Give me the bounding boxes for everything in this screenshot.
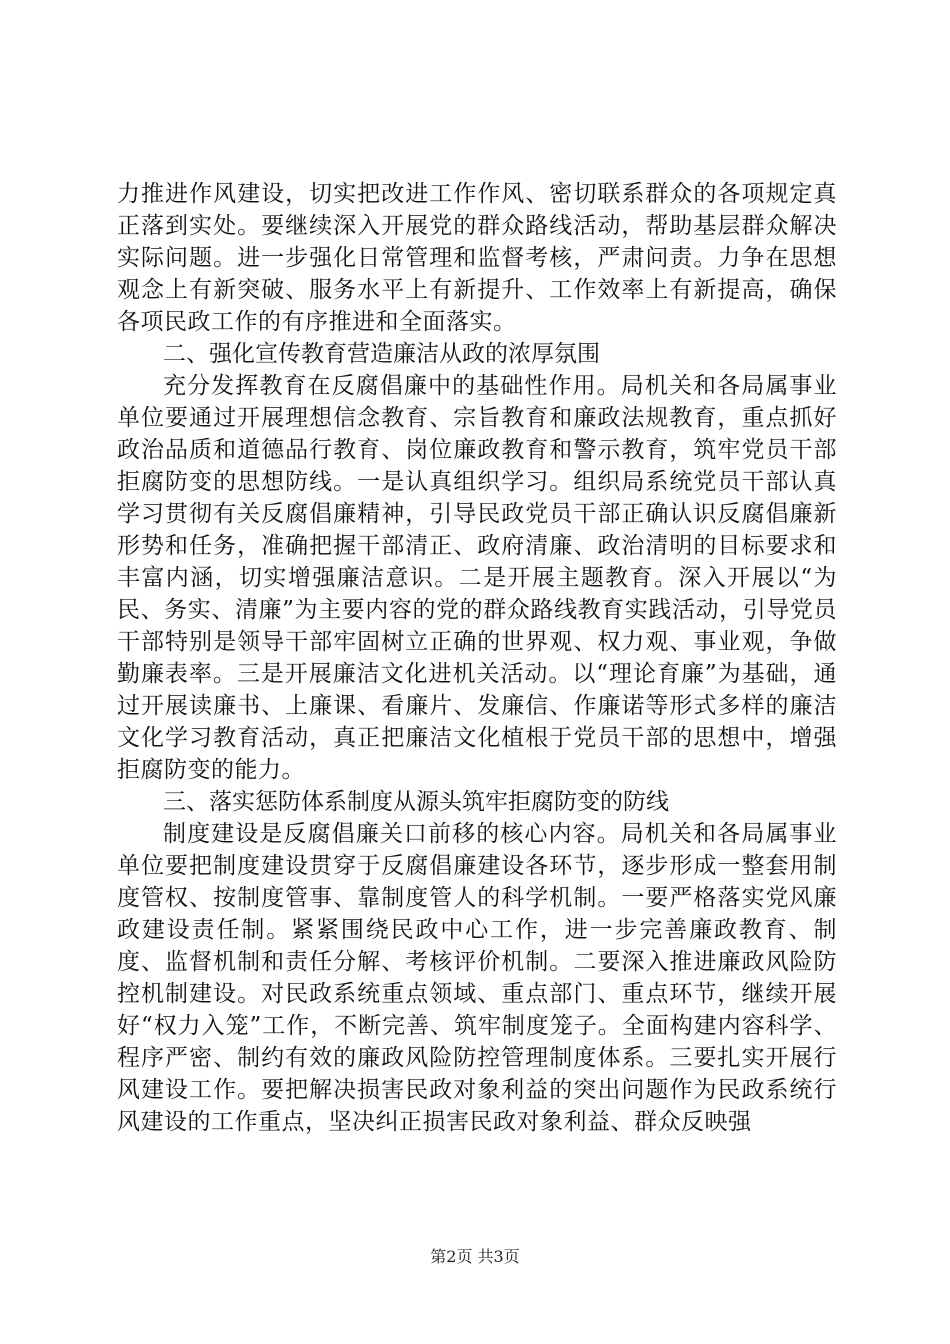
paragraph-continuation: 力推进作风建设，切实把改进工作作风、密切联系群众的各项规定真正落到实处。要继续深入开展党的群众路线活动，帮助基层群众解决实际问题。进一步强化日常管理和监督考核，严肃问责。力争在思想观念上有新突破、服务水平上有新提升、工作效率上有新提高，确保各项民政工作的有序推进和全面落实。 — [117, 181, 837, 335]
paragraph-education: 充分发挥教育在反腐倡廉中的基础性作用。局机关和各局属事业单位要通过开展理想信念教育、宗旨教育和廉政法规教育，重点抓好政治品质和道德品行教育、岗位廉政教育和警示教育，筑牢党员干部拒腐防变的思想防线。一是认真组织学习。组织局系统党员干部认真学习贯彻有关反腐倡廉精神，引导民政党员干部正确认识反腐倡廉新形势和任务，准确把握干部清正、政府清廉、政治清明的目标要求和丰富内涵，切实增强廉洁意识。二是开展主题教育。深入开展以“为民、务实、清廉”为主要内容的党的群众路线教育实践活动，引导党员干部特别是领导干部牢固树立正确的世界观、权力观、事业观，争做勤廉表率。三是开展廉洁文化进机关活动。以“理论育廉”为基础，通过开展读廉书、上廉课、看廉片、发廉信、作廉诺等形式多样的廉洁文化学习教育活动，真正把廉洁文化植根于党员干部的思想中，增强拒腐防变的能力。 — [117, 373, 837, 783]
section-heading-2: 二、强化宣传教育营造廉洁从政的浓厚氛围 — [163, 341, 600, 367]
document-body — [117, 178, 837, 1138]
page-number-footer: 第2页 共3页 — [430, 1247, 520, 1266]
paragraph-system-building: 制度建设是反腐倡廉关口前移的核心内容。局机关和各局属事业单位要把制度建设贯穿于反腐倡廉建设各环节，逐步形成一整套用制度管权、按制度管事、靠制度管人的科学机制。一要严格落实党风廉政建设责任制。紧紧围绕民政中心工作，进一步完善廉政教育、制度、监督机制和责任分解、考核评价机制。二要深入推进廉政风险防控机制建设。对民政系统重点领域、重点部门、重点环节，继续开展好“权力入笼”工作，不断完善、筑牢制度笼子。全面构建内容科学、程序严密、制约有效的廉政风险防控管理制度体系。三要扎实开展行风建设工作。要把解决损害民政对象利益的突出问题作为民政系统行风建设的工作重点，坚决纠正损害民政对象利益、群众反映强 — [117, 821, 837, 1135]
section-heading-3: 三、落实惩防体系制度从源头筑牢拒腐防变的防线 — [163, 789, 669, 815]
